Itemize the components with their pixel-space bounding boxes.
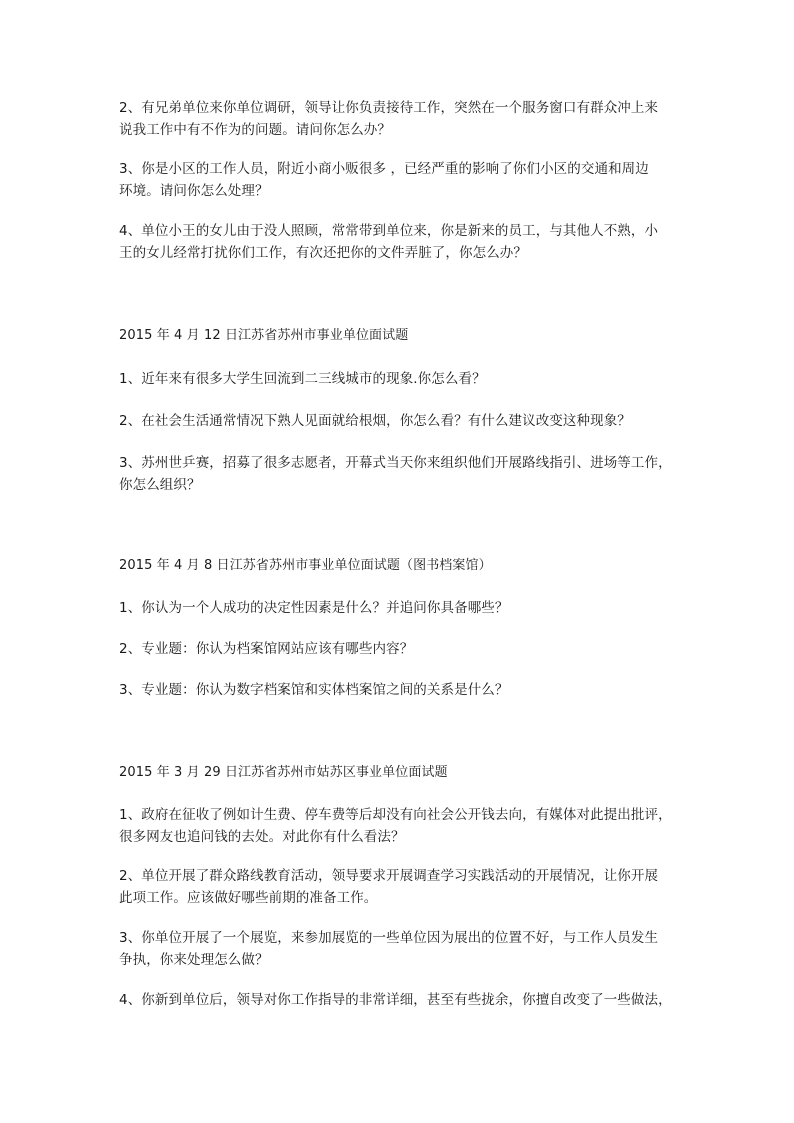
heading-text: 2015 年 4 月 12 日江苏省苏州市事业单位面试题 <box>119 328 409 343</box>
question-1-fees <box>119 804 679 848</box>
question-2-reception <box>119 97 679 141</box>
heading-text: 2015 年 3 月 29 日江苏省苏州市姑苏区事业单位面试题 <box>119 765 448 780</box>
text-line: 此项工作。应该做好哪些前期的准备工作。 <box>119 890 378 906</box>
text-line: 4、你新到单位后，领导对你工作指导的非常详细，甚至有些拢余，你擅自改变了一些做法， <box>119 992 672 1008</box>
text-line: 环境。请问你怎么处理？ <box>119 183 269 199</box>
text-line: 很多网友也追问钱的去处。对此你有什么看法？ <box>119 829 405 845</box>
text-line: 争执，你来处理怎么做？ <box>119 952 269 968</box>
section-heading-2015-04-08 <box>119 555 679 577</box>
heading-text: 2015 年 4 月 8 日江苏省苏州市事业单位面试题（图书档案馆） <box>119 558 492 573</box>
text-line: 你怎么组织？ <box>119 477 201 493</box>
text-line: 3、你是小区的工作人员，附近小商小贩很多 ，已经严重的影响了你们小区的交通和周边 <box>119 161 649 177</box>
question-3-exhibition <box>119 927 679 971</box>
text-line: 3、苏州世乒赛，招募了很多志愿者，开幕式当天你来组织他们开展路线指引、进场等工作， <box>119 455 672 471</box>
text-line: 3、专业题：你认为数字档案馆和实体档案馆之间的关系是什么？ <box>119 682 509 698</box>
text-line: 2、单位开展了群众路线教育活动，领导要求开展调查学习实践活动的开展情况，让你开展 <box>119 868 659 884</box>
question-3-volunteers <box>119 452 679 496</box>
question-3-vendors <box>119 158 679 202</box>
question-2-archive-website <box>119 638 679 660</box>
text-line: 2、有兄弟单位来你单位调研，领导让你负责接待工作，突然在一个服务窗口有群众冲上来 <box>119 100 659 116</box>
question-1-graduates <box>119 368 679 390</box>
text-line: 3、你单位开展了一个展览，来参加展览的一些单位因为展出的位置不好，与工作人员发生 <box>119 930 659 946</box>
text-line: 1、你认为一个人成功的决定性因素是什么？并追问你具备哪些？ <box>119 600 509 616</box>
question-4-colleague-daughter <box>119 220 679 264</box>
text-line: 1、近年来有很多大学生回流到二三线城市的现象.你怎么看？ <box>119 371 486 387</box>
text-line: 2、在社会生活通常情况下熟人见面就给根烟，你怎么看？有什么建议改变这种现象？ <box>119 413 631 429</box>
text-line: 王的女儿经常打扰你们工作，有次还把你的文件弄脏了，你怎么办？ <box>119 245 527 261</box>
question-4-new-employee <box>119 989 679 1011</box>
text-line: 说我工作中有不作为的问题。请问你怎么办？ <box>119 122 391 138</box>
question-2-cigarettes <box>119 410 679 432</box>
text-line: 1、政府在征收了例如计生费、停车费等后却没有向社会公开钱去向，有媒体对此提出批评， <box>119 807 672 823</box>
section-heading-2015-03-29 <box>119 762 679 784</box>
question-3-digital-archive <box>119 679 679 701</box>
section-heading-2015-04-12 <box>119 325 679 347</box>
question-1-success <box>119 597 679 619</box>
text-line: 4、单位小王的女儿由于没人照顾，常常带到单位来，你是新来的员工，与其他人不熟，小 <box>119 223 659 239</box>
question-2-education-activity <box>119 865 679 909</box>
text-line: 2、专业题：你认为档案馆网站应该有哪些内容？ <box>119 641 414 657</box>
